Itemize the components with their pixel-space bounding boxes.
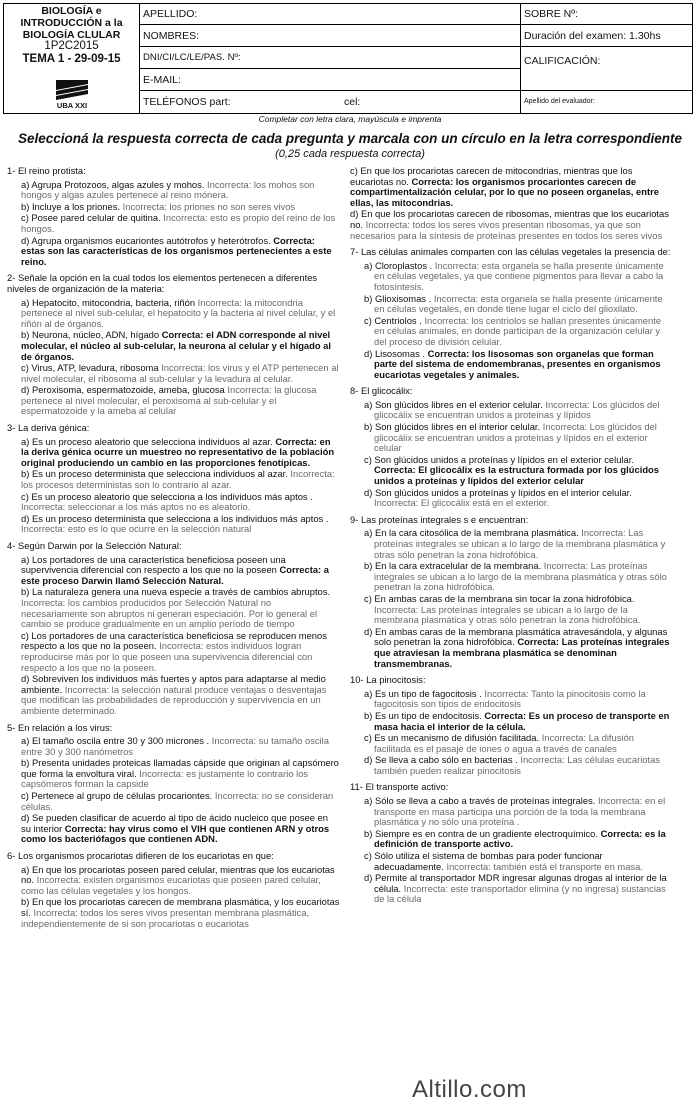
option-text: a) En la cara citosólica de la membrana plasmática.	[364, 527, 579, 539]
option-feedback-correct: Correcta: hay virus como el VIH que contienen ARN y otros como los bacteriófagos que contienen ADN.	[21, 822, 330, 845]
option-a[interactable]	[21, 298, 340, 330]
option-feedback-correct: Correcta: Es un proceso de transporte en masa hacia el interior de la célula.	[374, 709, 670, 732]
question-10	[350, 675, 672, 776]
option-a[interactable]	[364, 689, 672, 710]
option-d[interactable]	[21, 813, 340, 845]
field-duracion	[520, 25, 692, 47]
option-a[interactable]	[21, 437, 340, 469]
option-c[interactable]	[364, 455, 672, 487]
option-text: d) Peroxisoma, espermatozoide, ameba, glucosa	[21, 384, 225, 396]
option-feedback: Incorrecta: Las proteínas integrales se ubican a lo largo de la membrana plasmática y otras sólo penetran la zona hidrofóbica.	[374, 527, 666, 560]
subject-line-1: BIOLOGÍA e	[41, 5, 102, 17]
option-feedback: Incorrecta: estos individuos logran reproducirse más por lo que poseen una supervivencia diferencial con respecto a los que no la poseen.	[21, 640, 313, 673]
option-feedback-correct: Correcta: a este proceso Darwin llamó Selección Natural.	[21, 564, 329, 586]
option-feedback: Incorrecta: los centriolos se hallan presentes únicamente en células animales, en donde participan de la organización celular y del proceso de división celular.	[374, 314, 662, 347]
option-b[interactable]	[364, 294, 672, 315]
question-header	[350, 247, 672, 258]
option-text: d) Son glúcidos unidos a proteínas y lípidos en el interior celular.	[364, 486, 632, 498]
question-text: El reino protista:	[17, 165, 86, 176]
option-text: a) Los portadores de una característica beneficiosa poseen una supervivencia diferencial con respecto a los que no la poseen	[21, 553, 286, 576]
option-c[interactable]	[364, 594, 672, 626]
option-feedback: Incorrecta: los mohos son hongos y algas azules pertenece al reino mónera.	[21, 178, 315, 201]
question-text: El glicocálix:	[360, 385, 413, 397]
options	[21, 555, 340, 717]
option-text: c) Pertenece al grupo de células procariontes.	[21, 790, 213, 802]
question-text: Las proteínas integrales s e encuentran:	[360, 513, 529, 525]
question-header	[7, 851, 340, 862]
question-text: En relación a los virus:	[17, 721, 113, 733]
option-c[interactable]	[350, 166, 672, 208]
question-2	[7, 273, 340, 417]
question-number: 3-	[7, 422, 16, 434]
exam-meta-fields	[520, 4, 692, 113]
option-feedback: Incorrecta: seleccionar a los más aptos no es aleatorio.	[21, 501, 251, 513]
watermark: Altillo.com	[412, 1076, 527, 1103]
option-c[interactable]	[364, 851, 672, 872]
question-6	[7, 851, 340, 929]
option-b[interactable]	[21, 469, 340, 490]
option-text: b) En que los procariotas carecen de membrana plasmática, y los eucariotas sí.	[21, 896, 340, 918]
question-header	[7, 273, 340, 294]
field-cel-label: cel:	[344, 96, 361, 108]
field-label: APELLIDO:	[143, 8, 198, 20]
options	[364, 796, 672, 905]
option-text: c) En ambas caras de la membrana sin tocar la zona hidrofóbica.	[364, 592, 635, 604]
option-b[interactable]	[21, 897, 340, 929]
option-text: b) La naturaleza genera una nueva especie a través de cambios abruptos.	[21, 586, 331, 598]
option-feedback: Incorrecta: esta organela se halla presente únicamente en células vegetales, en donde tiene lugar el ciclo del glioxilato.	[374, 292, 663, 315]
options	[364, 689, 672, 777]
option-a[interactable]	[21, 865, 340, 897]
option-a[interactable]	[21, 555, 340, 587]
option-feedback-correct: Correcta: Las proteínas integrales que atraviesan la membrana plasmática se denominan transmembranas.	[374, 636, 670, 669]
option-c[interactable]	[21, 213, 340, 234]
option-text: b) Presenta unidades proteicas llamadas cápside que originan al capsómero que forma la envoltura viral.	[21, 757, 339, 779]
question-11	[350, 782, 672, 905]
field-label: SOBRE Nº:	[524, 8, 579, 20]
option-feedback: Incorrecta: existen organismos eucariotas que poseen pared celular, como las células vegetales y los hongos.	[21, 874, 321, 896]
option-text: a) Son glúcidos libres en el exterior celular.	[364, 398, 543, 410]
question-number: 1-	[7, 165, 16, 176]
option-feedback: Incorrecta: La difusión facilitada es el pasaje de iones o agua a través de canales	[374, 732, 634, 754]
field-label: E-MAIL:	[143, 74, 181, 86]
option-b[interactable]	[21, 330, 340, 362]
option-a[interactable]	[364, 796, 672, 828]
option-text: c) Posee pared celular de quitina.	[21, 212, 161, 224]
question-4	[7, 541, 340, 717]
question-text: Las células animales comparten con las células vegetales la presencia de:	[360, 246, 671, 258]
course-info	[4, 4, 140, 113]
option-text: d) En ambas caras de la membrana plasmática atravesándola, y algunas solo penetran la zona hidrofóbica.	[364, 625, 668, 648]
option-feedback: Incorrecta: todos los seres vivos presentan ribosomas, ya que son necesarios para la síntesis de proteínas presentes en todos los seres vivos	[350, 218, 663, 241]
option-feedback: Incorrecta: Los glúcidos del glicocálix se encuentran unidos a proteínas y lípidos	[374, 398, 660, 421]
options	[21, 736, 340, 845]
question-number: 4-	[7, 540, 16, 551]
question-number: 7-	[350, 246, 359, 258]
question-number: 11-	[350, 781, 363, 793]
question-text: El transporte activo:	[365, 781, 449, 793]
option-feedback: Incorrecta: todos los seres vivos presentan membrana plasmática, independientemente de si son procariotas o eucariotas	[21, 907, 310, 929]
option-c[interactable]	[21, 492, 340, 513]
option-feedback-correct: Correcta: es la definición de transporte activo.	[374, 827, 666, 850]
option-d[interactable]	[364, 873, 672, 905]
field-label: CALIFICACIÓN:	[524, 55, 601, 67]
field-label: NOMBRES:	[143, 30, 200, 42]
options	[21, 865, 340, 930]
logo-text: UBA XXI	[56, 101, 88, 110]
option-text: a) Hepatocito, mitocondria, bacteria, riñón	[21, 296, 196, 308]
option-feedback: Incorrecta: en el transporte en masa participa una porción de la toda la membrana plasmática y no sólo una proteína .	[374, 795, 666, 828]
question-text: Los organismos procariotas difieren de los eucariotas en que:	[17, 850, 274, 862]
option-c[interactable]	[21, 631, 340, 673]
option-d[interactable]	[364, 349, 672, 381]
option-feedback-correct: Correcta: el ADN corresponde al nivel molecular, el núcleo al sub-celular, la neurona al celular y el hígado al de órganos.	[21, 329, 332, 362]
option-feedback: Incorrecta: los virus y el ATP pertenecen al nivel molecular, el ribosoma al sub-celular y la levadura al celular.	[21, 362, 339, 384]
field-evaluador[interactable]	[520, 91, 692, 113]
question-header	[350, 515, 672, 526]
question-text: Según Darwin por la Selección Natural:	[17, 540, 182, 551]
option-b[interactable]	[364, 422, 672, 454]
option-text: c) Virus, ATP, levadura, ribosoma	[21, 362, 159, 374]
exam-code: 1P2C2015	[44, 40, 99, 52]
option-feedback: Incorrecta: este transportador elimina (y no ingresa) sustancias de la célula	[374, 882, 666, 905]
option-feedback: Incorrecta: esta organela se halla presente únicamente en células vegetales, ya que contiene pigmentos para llevar a cabo la fotosíntesis.	[374, 259, 664, 292]
field-email[interactable]	[139, 69, 520, 91]
field-label: Duración del examen: 1.30hs	[524, 30, 661, 42]
option-feedback: Incorrecta: esto es lo que ocurre en la selección natural	[21, 523, 252, 535]
option-a[interactable]	[21, 180, 340, 201]
option-feedback: Incorrecta: los priones no son seres vivos	[120, 200, 296, 212]
option-text: c) Es un proceso aleatorio que selecciona a los individuos más aptos .	[21, 490, 313, 502]
question-number: 8-	[350, 385, 359, 397]
option-b[interactable]	[21, 758, 340, 790]
field-sobre[interactable]	[520, 4, 692, 25]
option-feedback: Incorrecta: la mitocondria pertenece al nivel sub-celular, el hepatocito y la bacteria al nivel celular, y el riñón al de órganos.	[21, 296, 336, 329]
field-dni[interactable]	[139, 47, 520, 69]
option-text: d) Lisosomas .	[364, 347, 425, 359]
right-column	[350, 166, 672, 911]
question-8	[350, 386, 672, 509]
option-feedback: Incorrecta: Las proteínas integrales se ubican a lo largo de la membrana plasmática y otras sólo penetran la zona hidrofóbica.	[374, 603, 641, 626]
option-text: a) Es un proceso aleatorio que selecciona individuos al azar.	[21, 435, 273, 447]
fill-instructions: Completar con letra clara, mayúscula e imprenta	[258, 114, 442, 124]
option-text: c) Son glúcidos unidos a proteínas y lípidos en el exterior celular.	[364, 453, 634, 465]
question-header	[7, 423, 340, 434]
question-number: 9-	[350, 513, 359, 525]
option-text: a) Sólo se lleva a cabo a través de proteínas integrales.	[364, 795, 596, 807]
option-text: b) En la cara extracelular de la membrana.	[364, 560, 542, 572]
option-feedback: Incorrecta: su tamaño oscila entre 30 y 300 nanómetros	[21, 735, 329, 757]
option-text: b) Neurona, núcleo, ADN, hígado	[21, 329, 160, 341]
uba-xxi-logo	[52, 76, 92, 110]
question-text: La deriva génica:	[17, 422, 90, 434]
question-header	[7, 541, 340, 552]
field-apellido[interactable]	[139, 4, 520, 25]
option-text: c) Centriolos .	[364, 314, 422, 326]
option-d[interactable]	[21, 236, 340, 268]
option-text: b) Es un proceso determinista que selecciona individuos al azar.	[21, 468, 288, 480]
question-1	[7, 166, 340, 267]
option-b[interactable]	[364, 711, 672, 732]
option-feedback: Incorrecta: Las proteínas integrales se ubican a lo largo de la membrana plasmática y otras sólo penetran la zona hidrofóbica.	[374, 560, 667, 593]
option-d[interactable]	[21, 385, 340, 417]
options	[364, 261, 672, 381]
option-feedback: Incorrecta: no se consideran células.	[21, 790, 334, 812]
options	[21, 437, 340, 535]
option-d[interactable]	[364, 755, 672, 776]
option-text: d) Sobreviven los individuos más fuertes y aptos para adaptarse al medio ambiente.	[21, 673, 326, 695]
option-text: a) Cloroplastos .	[364, 259, 433, 271]
option-feedback-correct: Correcta: El glicocálix es la estructura formada por los glúcidos unidos a proteínas y lípidos del exterior celular	[374, 464, 659, 487]
option-feedback: Incorrecta: Tanto la pinocitosis como la fagocitosis son tipos de endocitosis	[374, 687, 646, 710]
question-number: 5-	[7, 721, 16, 733]
option-text: d) Se lleva a cabo sólo en bacterias .	[364, 754, 518, 766]
option-text: b) Son glúcidos libres en el interior celular.	[364, 421, 541, 433]
option-feedback: Incorrecta: esto es propio del reino de los hongos.	[21, 212, 336, 234]
exam-tema: TEMA 1 - 29-09-15	[22, 53, 121, 65]
option-text: d) Es un proceso determinista que selecciona a los individuos más aptos .	[21, 512, 329, 524]
question-9	[350, 515, 672, 669]
subject-line-3: BIOLOGÍA CLULAR	[22, 29, 121, 41]
options	[350, 166, 672, 241]
option-b[interactable]	[364, 829, 672, 850]
options	[21, 298, 340, 418]
option-text: b) Siempre es en contra de un gradiente electroquímico.	[364, 827, 598, 839]
question-header	[350, 386, 672, 397]
option-c[interactable]	[364, 316, 672, 348]
field-label: TELÉFONOS part:	[143, 96, 231, 108]
option-c[interactable]	[364, 733, 672, 754]
question-7	[350, 247, 672, 380]
option-text: a) El tamaño oscila entre 30 y 300 micrones .	[21, 735, 210, 747]
question-header	[350, 782, 672, 793]
question-header	[7, 723, 340, 734]
question-6-continued	[350, 166, 672, 241]
option-d[interactable]	[350, 209, 672, 241]
question-number: 6-	[7, 850, 16, 862]
question-text: Señale la opción en la cual todos los elementos pertenecen a diferentes niveles de organización de la materia:	[7, 272, 318, 294]
exam-header	[3, 3, 693, 114]
option-a[interactable]	[364, 528, 672, 560]
option-d[interactable]	[364, 488, 672, 509]
option-text: b) Incluye a los priones.	[21, 200, 121, 212]
option-feedback: Incorrecta: los procesos deterministas son lo contrario al azar.	[21, 468, 335, 491]
option-text: d) Agrupa organismos eucariontes autótrofos y heterótrofos.	[21, 234, 271, 246]
options	[21, 180, 340, 268]
option-a[interactable]	[364, 400, 672, 421]
option-text: a) Agrupa Protozoos, algas azules y mohos.	[21, 178, 205, 190]
option-feedback: Incorrecta: la selección natural produce ventajas o desventajas que modifican las probabilidades de reproducción y supervivencia en un ambiente determinado.	[21, 683, 327, 716]
field-label: DNI/CI/LC/LE/PAS. Nº:	[143, 52, 241, 63]
option-feedback: Incorrecta: la glucosa pertenece al nivel molecular, el peroxisoma al sub-celular y el espermatozoide y la ameba al celular	[21, 384, 317, 417]
field-label: Apellido del evaluador:	[524, 98, 595, 105]
field-nombres[interactable]	[139, 25, 520, 47]
student-fields	[139, 4, 521, 113]
option-a[interactable]	[21, 736, 340, 757]
question-header	[350, 675, 672, 686]
option-feedback-correct: Correcta: en la deriva génica ocurre un muestreo no representativo de la población original produciendo un cambio en las proporciones fenotípicas.	[21, 435, 335, 468]
option-feedback: Incorrecta: Los glúcidos del glicocálix se encuentran unidos a proteínas y lípidos en el exterior celular	[374, 421, 657, 454]
option-feedback: Incorrecta: también está el transporte en masa.	[443, 860, 643, 872]
points-note: (0,25 cada respuesta correcta)	[275, 148, 425, 160]
option-text: c) Los portadores de una característica beneficiosa se reproducen menos respecto a los que no la poseen.	[21, 629, 327, 652]
field-calificacion[interactable]	[520, 47, 692, 91]
option-feedback: Incorrecta: es justamente lo contrario los capsómeros forman la capside	[21, 767, 309, 790]
option-feedback: Incorrecta: los cambios producidos por Selección Natural no necesariamente son abruptos ni generan especiación. Por lo general el cambio se produce gradualmente en un amplio período de tiempo	[21, 596, 318, 630]
question-3	[7, 423, 340, 535]
field-telefonos[interactable]	[139, 91, 520, 113]
option-text: a) Es un tipo de fagocitosis .	[364, 687, 482, 699]
option-c[interactable]	[21, 791, 340, 812]
question-5	[7, 723, 340, 846]
option-text: b) Glioxisomas .	[364, 292, 432, 304]
option-c[interactable]	[21, 363, 340, 384]
option-b[interactable]	[21, 202, 340, 213]
question-number: 10-	[350, 674, 364, 686]
option-feedback-correct: Correcta: los lisosomas son organelas que forman parte del sistema de endomembranas, presentes en organismos eucariotas vegetales y animales.	[374, 347, 661, 380]
option-text: b) Es un tipo de endocitosis.	[364, 709, 482, 721]
question-header	[7, 166, 340, 177]
left-column	[7, 166, 340, 935]
option-feedback-correct: Correcta: estas son las características de los organismos pertenecientes a este reino.	[21, 234, 332, 267]
option-feedback: Incorrecta: El glicocálix está en el exterior.	[374, 497, 550, 509]
option-b[interactable]	[364, 561, 672, 593]
exam-instructions-title: Seleccioná la respuesta correcta de cada pregunta y marcala con un círculo en la letra correspondiente	[17, 131, 682, 146]
option-text: c) Es un mecanismo de difusión facilitada.	[364, 732, 540, 744]
option-text: d) En que los procariotas carecen de ribosomas, mientras que los eucariotas no.	[350, 208, 669, 230]
option-feedback: Incorrecta: Las células eucariotas también pueden realizar pinocitosis	[374, 754, 661, 776]
question-text: La pinocitosis:	[366, 674, 426, 686]
option-feedback-correct: Correcta: los organismos procariontes carecen de compartimentalización celular, por lo que no poseen organelas, entre ellas, las mitocondrias.	[350, 175, 659, 208]
option-a[interactable]	[364, 261, 672, 293]
option-text: c) Sólo utiliza el sistema de bombas para poder funcionar adecuadamente.	[364, 850, 603, 872]
option-text: d) Se pueden clasificar de acuerdo al tipo de ácido nucleico que posee en su interior	[21, 812, 328, 834]
options	[364, 400, 672, 509]
options	[364, 528, 672, 669]
option-text: a) En que los procariotas poseen pared celular, mientras que los eucariotas no.	[21, 863, 335, 886]
option-d[interactable]	[21, 514, 340, 535]
option-text: c) En que los procariotas carecen de mitocondrias, mientras que los eucariotas no.	[350, 165, 633, 187]
option-d[interactable]	[21, 674, 340, 716]
question-number: 2-	[7, 272, 16, 284]
option-d[interactable]	[364, 627, 672, 669]
subject-line-2: INTRODUCCIÓN a la	[20, 17, 123, 29]
option-b[interactable]	[21, 587, 340, 629]
option-text: d) Permite al transportador MDR ingresar algunas drogas al interior de la célula.	[364, 872, 667, 894]
